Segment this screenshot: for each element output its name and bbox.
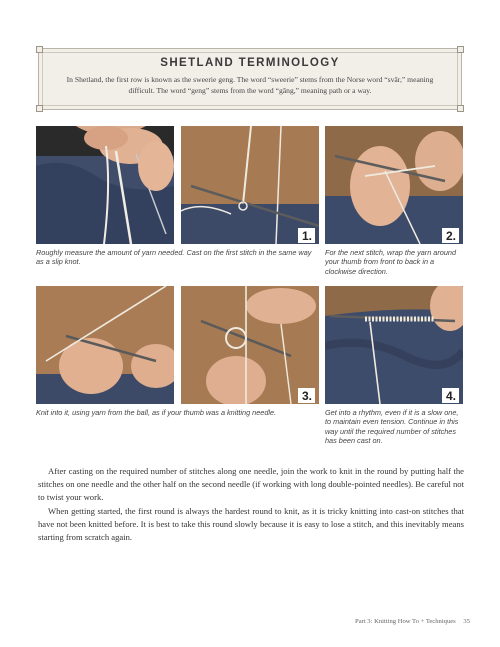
photo-step-3a <box>36 286 174 404</box>
body-paragraph: After casting on the required number of stitches along one needle, join the work to knit in the round by putting half the stitches on one needle and the other half on the second needle (if working with long double-pointed needles). Be careful not to twist your work. <box>38 466 464 503</box>
page-number: 35 <box>463 618 470 625</box>
step-1-caption: Roughly measure the amount of yarn needed. Cast on the first stitch in the same way as a slip knot. <box>36 248 312 267</box>
step-number: 1. <box>298 228 315 243</box>
page-footer <box>355 618 470 625</box>
sidebar-corner-ornament <box>36 105 43 112</box>
step-number: 4. <box>442 388 459 403</box>
step-number: 2. <box>442 228 459 243</box>
footer-section: Part 3: Knitting How To + Techniques <box>355 618 456 625</box>
body-text <box>38 465 464 544</box>
step-4-caption: Get into a rhythm, even if it is a slow one, to maintain even tension. Continue in this way until the required number of stitches has been cast on. <box>325 408 459 446</box>
photo-step-4 <box>325 286 463 404</box>
body-paragraph: When getting started, the first round is always the hardest round to knit, as it is tricky knitting into cast-on stitches that have not been knitted before. It is best to take this round slowly because it is easy to lose a stitch, and this inevitably means starting from scratch again. <box>38 505 464 543</box>
photo-step-1a <box>36 126 174 244</box>
sidebar-corner-ornament <box>457 105 464 112</box>
step-2-caption: For the next stitch, wrap the yarn around your thumb from front to back in a clockwise direction. <box>325 248 457 276</box>
terminology-sidebar <box>38 48 462 110</box>
photo-step-2 <box>325 126 463 244</box>
step-number: 3. <box>298 388 315 403</box>
sidebar-corner-ornament <box>36 46 43 53</box>
sidebar-text: In Shetland, the first row is known as the sweerie geng. The word “sweerie” stems from the Norse word “svār,” meaning difficult. The word “geng” stems from the word “gāng,” meaning path or a way. <box>66 75 434 95</box>
sidebar-title: SHETLAND TERMINOLOGY <box>160 57 340 69</box>
photo-step-3b <box>181 286 319 404</box>
step-3-caption: Knit into it, using yarn from the ball, as if your thumb was a knitting needle. <box>36 408 277 417</box>
photo-step-1b <box>181 126 319 244</box>
sidebar-corner-ornament <box>457 46 464 53</box>
